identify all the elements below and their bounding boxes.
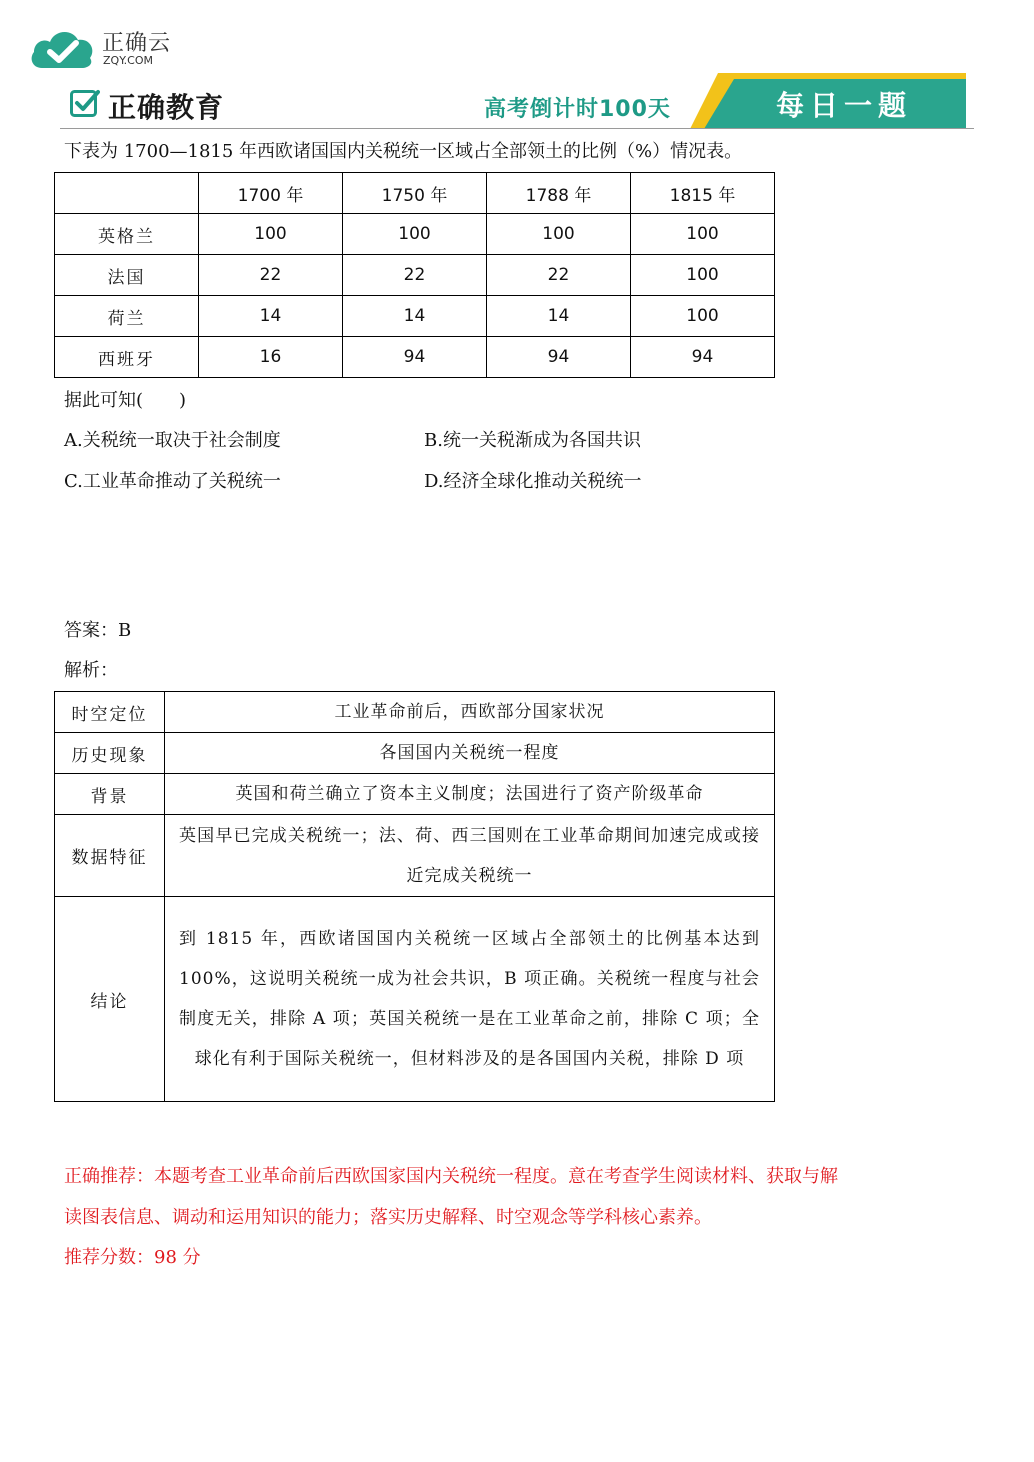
table-cell: 100 bbox=[487, 214, 631, 255]
analysis-value: 到 1815 年，西欧诸国国内关税统一区域占全部领土的比例基本达到 100%，这说明关税统一成为社会共识，B 项正确。关税统一程度与社会制度无关，排除 A 项；英国关税统一是在工业革命之前，排除 C 项；全球化有利于国际关税统一，但材料涉及的是各国国内关税，排除 D 项 bbox=[165, 897, 775, 1102]
logo-brand-name: 正确云 bbox=[102, 31, 172, 56]
analysis-value: 英国和荷兰确立了资本主义制度；法国进行了资产阶级革命 bbox=[165, 774, 775, 815]
table-cell: 94 bbox=[343, 337, 487, 378]
tariff-data-table bbox=[54, 172, 775, 378]
table-cell: 94 bbox=[631, 337, 775, 378]
countdown-title: 高考倒计时100天 bbox=[484, 97, 671, 122]
daily-question-label: 每日一题 bbox=[776, 89, 913, 122]
table-cell: 14 bbox=[487, 296, 631, 337]
table-cell: 14 bbox=[343, 296, 487, 337]
logo-domain: ZQY.COM bbox=[103, 54, 154, 67]
table-cell: 22 bbox=[343, 255, 487, 296]
checkbox-logo-icon bbox=[70, 88, 100, 118]
table-row-label: 荷兰 bbox=[55, 296, 199, 337]
table-header-cell: 1700 年 bbox=[199, 173, 343, 214]
answer-label: 答案：B bbox=[64, 620, 132, 641]
table-row-label: 法国 bbox=[55, 255, 199, 296]
table-cell: 100 bbox=[199, 214, 343, 255]
option-a: A.关税统一取决于社会制度 bbox=[64, 430, 281, 451]
option-b: B.统一关税渐成为各国共识 bbox=[424, 430, 641, 451]
analysis-key: 数据特征 bbox=[55, 815, 165, 897]
analysis-key: 结论 bbox=[55, 897, 165, 1102]
option-d: D.经济全球化推动关税统一 bbox=[424, 471, 642, 492]
table-cell: 22 bbox=[199, 255, 343, 296]
question-prompt: 据此可知( ) bbox=[64, 390, 187, 411]
table-row bbox=[55, 214, 775, 255]
table-header-cell: 1815 年 bbox=[631, 173, 775, 214]
table-header-cell: 1788 年 bbox=[487, 173, 631, 214]
table-cell: 22 bbox=[487, 255, 631, 296]
table-row bbox=[55, 255, 775, 296]
analysis-row bbox=[55, 897, 775, 1102]
table-row-label: 英格兰 bbox=[55, 214, 199, 255]
analysis-value: 工业革命前后，西欧部分国家状况 bbox=[165, 692, 775, 733]
analysis-table bbox=[54, 691, 775, 1102]
table-row bbox=[55, 296, 775, 337]
recommend-score: 推荐分数：98 分 bbox=[64, 1247, 201, 1268]
table-cell: 100 bbox=[631, 255, 775, 296]
table-cell: 100 bbox=[343, 214, 487, 255]
table-cell: 16 bbox=[199, 337, 343, 378]
analysis-row bbox=[55, 733, 775, 774]
analysis-row bbox=[55, 774, 775, 815]
analysis-key: 时空定位 bbox=[55, 692, 165, 733]
table-cell: 100 bbox=[631, 214, 775, 255]
header-divider bbox=[60, 128, 974, 129]
analysis-key: 背景 bbox=[55, 774, 165, 815]
recommend-line-2: 读图表信息、调动和运用知识的能力；落实历史解释、时空观念等学科核心素养。 bbox=[64, 1207, 712, 1228]
analysis-row bbox=[55, 692, 775, 733]
question-intro: 下表为 1700—1815 年西欧诸国国内关税统一区域占全部领土的比例（%）情况表。 bbox=[64, 141, 743, 162]
table-cell: 14 bbox=[199, 296, 343, 337]
table-header-cell: 1750 年 bbox=[343, 173, 487, 214]
cloud-check-logo-icon bbox=[28, 24, 98, 72]
table-header-cell bbox=[55, 173, 199, 214]
table-cell: 100 bbox=[631, 296, 775, 337]
recommend-line-1: 正确推荐：本题考查工业革命前后西欧国家国内关税统一程度。意在考查学生阅读材料、获取与解 bbox=[64, 1166, 838, 1187]
table-row bbox=[55, 337, 775, 378]
analysis-value: 英国早已完成关税统一；法、荷、西三国则在工业革命期间加速完成或接近完成关税统一 bbox=[165, 815, 775, 897]
analysis-value: 各国国内关税统一程度 bbox=[165, 733, 775, 774]
analysis-key: 历史现象 bbox=[55, 733, 165, 774]
option-c: C.工业革命推动了关税统一 bbox=[64, 471, 281, 492]
table-row-label: 西班牙 bbox=[55, 337, 199, 378]
table-header-row bbox=[55, 173, 775, 214]
analysis-label: 解析： bbox=[64, 660, 118, 681]
edu-brand-title: 正确教育 bbox=[108, 91, 225, 124]
table-cell: 94 bbox=[487, 337, 631, 378]
analysis-row bbox=[55, 815, 775, 897]
